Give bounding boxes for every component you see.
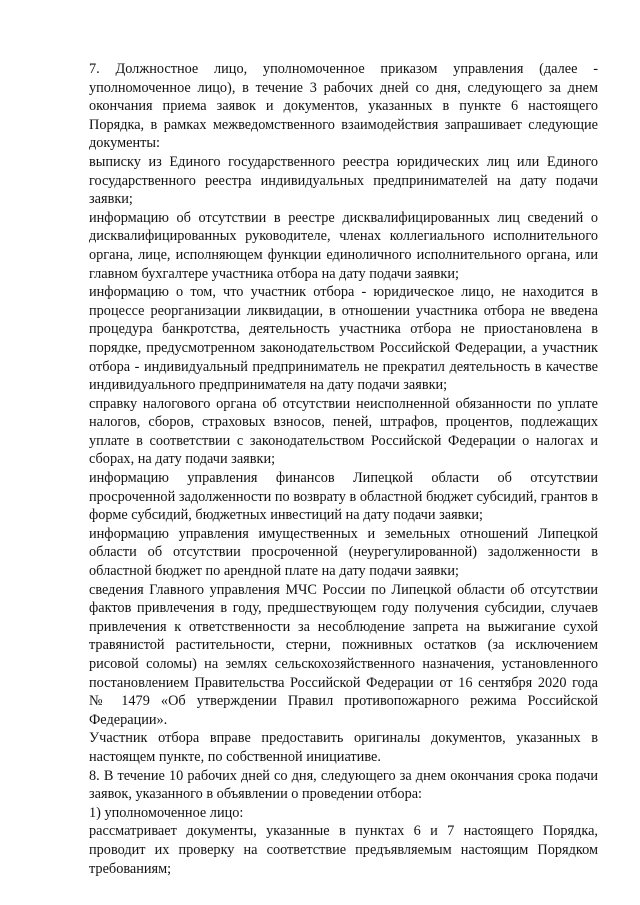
paragraph-item-8: 8. В течение 10 рабочих дней со дня, следующего за днем окончания срока подачи заявок, указанного в объявлении о проведении отбора: [89,767,598,803]
paragraph-property-department-info: информацию управления имущественных и земельных отношений Липецкой области об отсутствии просроченной (неурегулированной) задолженности в областной бюджет по арендной плате на дату подачи заявки; [89,525,598,580]
paragraph-subitem-1: 1) уполномоченное лицо: [89,804,244,821]
paragraph-reorganization-info: информацию о том, что участник отбора - юридическое лицо, не находится в процессе реорганизации ликвидации, в отношении участника отбора не введена процедура банкротства, деятельность участника отбора не приостановлена в порядке, предусмотренном законодательством Российской Федерации, а участник отбора - индивидуальный предприниматель не прекратил деятельность в качестве индивидуального предпринимателя на дату подачи заявки; [89,284,598,394]
paragraph-emercom-info: сведения Главного управления МЧС России по Липецкой области об отсутствии фактов привлечения в году, предшествующем году получения субсидии, случаев привлечения к ответственности за несоблюдение запрета на выжигание сухой травянистой растительности, стерни, пожнивных остатков (за исключением рисовой соломы) на землях сельскохозяйственного назначения, установленного постановлением Правительства Российской Федерации от 16 сентября 2020 года № 1479 «Об утверждении Правил противопожарного режима Российской Федерации». [89,581,598,728]
paragraph-tax-certificate: справку налогового органа об отсутствии неисполненной обязанности по уплате налогов, сборов, страховых взносов, пеней, штрафов, процентов, подлежащих уплате в соответствии с законодательством Российской Федерации о налогах и сборах, на дату подачи заявки; [89,395,598,468]
document-body [89,60,598,878]
paragraph-egrul-extract: выписку из Единого государственного реестра юридических лиц или Единого государственного реестра индивидуальных предпринимателей на дату подачи заявки; [89,153,598,208]
paragraph-item-7: 7. Должностное лицо, уполномоченное приказом управления (далее - уполномоченное лицо), в течение 3 рабочих дней со дня, следующего за днем окончания приема заявок и документов, указанных в пункте 6 настоящего Порядка, в рамках межведомственного взаимодействия запрашивает следующие документы: [89,61,598,152]
paragraph-disqualified-registry: информацию об отсутствии в реестре дисквалифицированных лиц сведений о дисквалифицированных руководителе, членах коллегиального исполнительного органа, лице, исполняющем функции единоличного исполнительного органа, или главном бухгалтере участника отбора на дату подачи заявки; [89,209,598,282]
paragraph-review-documents: рассматривает документы, указанные в пунктах 6 и 7 настоящего Порядка, проводит их проверку на соответствие предъявляемым настоящим Порядком требованиям; [89,823,598,877]
paragraph-originals-right: Участник отбора вправе предоставить оригиналы документов, указанных в настоящем пункте, по собственной инициативе. [89,730,598,765]
paragraph-finance-department-info: информацию управления финансов Липецкой области об отсутствии просроченной задолженности по возврату в областной бюджет субсидий, грантов в форме субсидий, бюджетных инвестиций на дату подачи заявки; [89,470,598,524]
